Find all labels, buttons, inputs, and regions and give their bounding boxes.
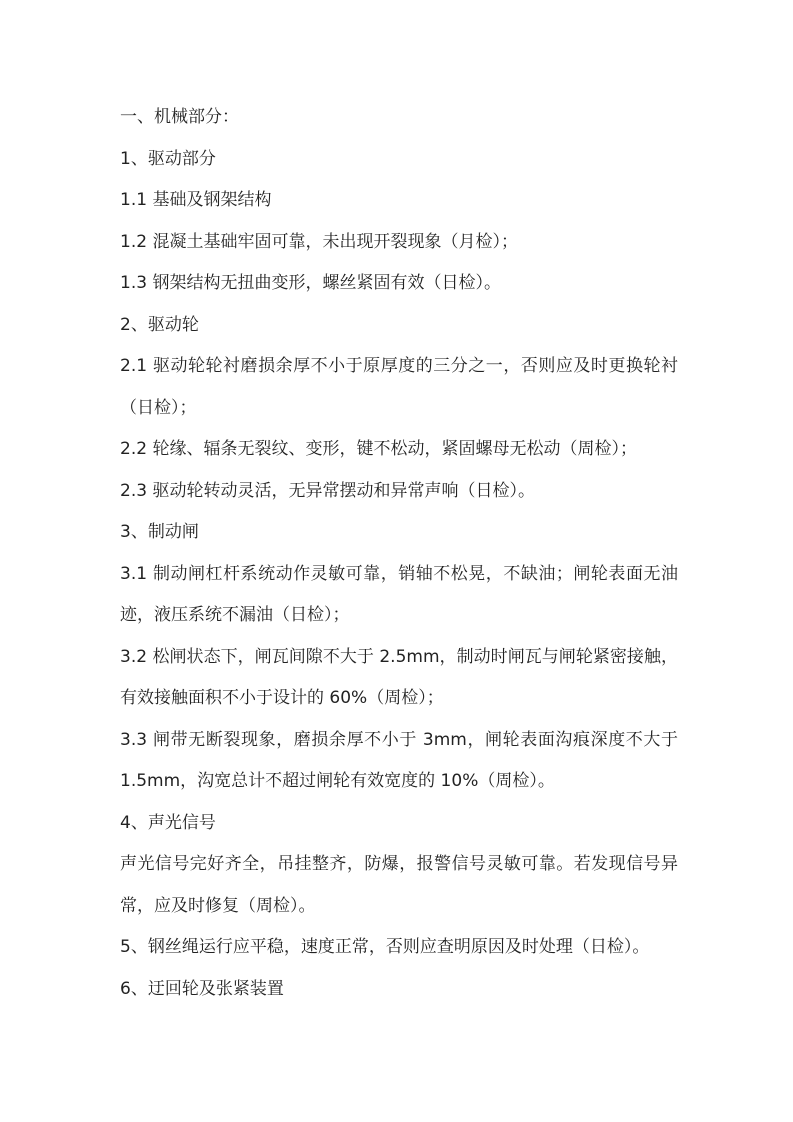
document-body <box>120 97 678 1010</box>
paragraph-2-1: 2.1 驱动轮轮衬磨损余厚不小于原厚度的三分之一，否则应及时更换轮衬（日检）； <box>120 356 678 418</box>
subsection-heading-drive: 1、驱动部分 <box>120 148 216 169</box>
item-heading-foundation: 1.1 基础及钢架结构 <box>120 190 272 210</box>
subsection-heading-drive-wheel: 2、驱动轮 <box>120 314 199 335</box>
subsection-heading-brake: 3、制动闸 <box>120 522 199 542</box>
paragraph-3-3: 3.3 闸带无断裂现象，磨损余厚不小于 3mm，闸轮表面沟痕深度不大于 1.5mm，沟宽总计不超过闸轮有效宽度的 10%（周检）。 <box>120 729 678 791</box>
paragraph-2-2: 2.2 轮缘、辐条无裂纹、变形，键不松动，紧固螺母无松动（周检）； <box>120 439 637 459</box>
paragraph-2-3: 2.3 驱动轮转动灵活，无异常摆动和异常声响（日检）。 <box>120 480 535 501</box>
paragraph-5: 5、钢丝绳运行应平稳，速度正常，否则应查明原因及时处理（日检）。 <box>120 937 650 957</box>
paragraph-3-2: 3.2 松闸状态下，闸瓦间隙不大于 2.5mm，制动时闸瓦与闸轮紧密接触，有效接触面积不小于设计的 60%（周检）； <box>120 646 678 708</box>
paragraph-1-2: 1.2 混凝土基础牢固可靠，未出现开裂现象（月检）； <box>120 231 518 252</box>
subsection-heading-signal: 4、声光信号 <box>120 812 216 833</box>
paragraph-3-1: 3.1 制动闸杠杆系统动作灵敏可靠，销轴不松晃，不缺油；闸轮表面无油迹，液压系统不漏油（日检）； <box>120 563 678 625</box>
subsection-heading-return-wheel: 6、迂回轮及张紧装置 <box>120 978 284 999</box>
paragraph-1-3: 1.3 钢架结构无扭曲变形，螺丝紧固有效（日检）。 <box>120 273 501 293</box>
section-heading-mechanical: 一、机械部分： <box>120 107 239 127</box>
paragraph-signal: 声光信号完好齐全，吊挂整齐，防爆，报警信号灵敏可靠。若发现信号异常，应及时修复（周检）。 <box>120 854 678 916</box>
